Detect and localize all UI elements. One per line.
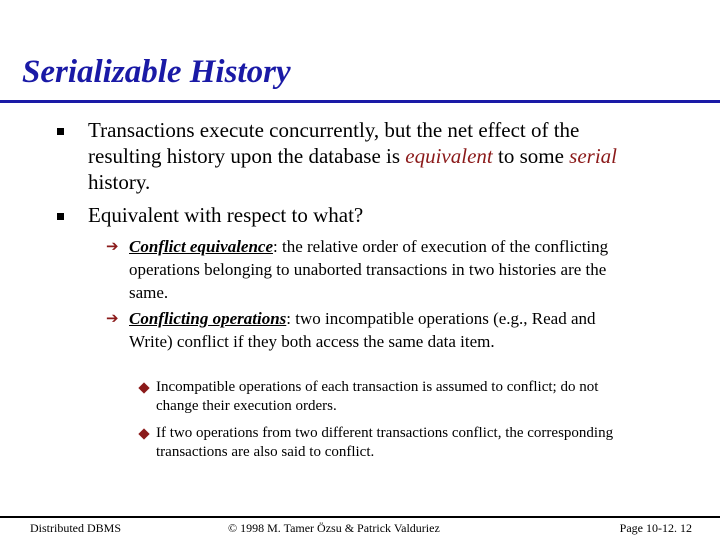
sub-bullet-2-body: : two incompatible operations (e.g., Read and Write) conflict if they both access the same data item. — [129, 309, 596, 351]
bullet-1-emphasis-serial: serial — [569, 144, 618, 168]
arrow-bullet-icon: ➔ — [106, 309, 119, 327]
bullet-1-part-3: to some — [492, 144, 570, 168]
bullet-2-text: Equivalent with respect to what? — [88, 203, 364, 227]
bullet-1-part-1: Transactions execute concurrently, but the net effect of the resulting history upon the database is — [88, 118, 580, 168]
bullet-1-emphasis-equivalent: equivalent — [405, 144, 493, 168]
diamond-bullet-icon — [138, 428, 149, 439]
footer-left: Distributed DBMS — [30, 521, 122, 535]
slide-title: Serializable History — [22, 54, 291, 90]
sub-bullet-1-text — [129, 235, 629, 304]
square-bullet-icon — [57, 213, 64, 220]
diamond-bullet-icon — [138, 382, 149, 393]
footer-center: © 1998 M. Tamer Özsu & Patrick Valduriez — [228, 521, 440, 535]
sub-bullet-1-body: : the relative order of execution of the conflicting operations belonging to unaborted transactions in two histories are the same. — [129, 237, 609, 302]
arrow-bullet-icon: ➔ — [106, 237, 119, 255]
sub-sub-bullet-2-text: If two operations from two different transactions conflict, the corresponding transactions are also said to conflict. — [156, 425, 614, 460]
footer-divider — [0, 516, 720, 518]
footer-page-number: Page 10-12. 12 — [619, 521, 692, 535]
square-bullet-icon — [57, 128, 64, 135]
title-divider — [0, 100, 720, 103]
sub-bullet-2-term: Conflicting operations — [129, 309, 287, 328]
sub-bullet-1-term: Conflict equivalence — [129, 237, 274, 256]
sub-bullet-2-text — [129, 307, 629, 353]
bullet-1-part-5: history. — [88, 170, 151, 194]
bullet-1-text — [88, 117, 648, 195]
sub-sub-bullet-1-text: Incompatible operations of each transaction is assumed to conflict; do not change their execution orders. — [156, 379, 599, 414]
